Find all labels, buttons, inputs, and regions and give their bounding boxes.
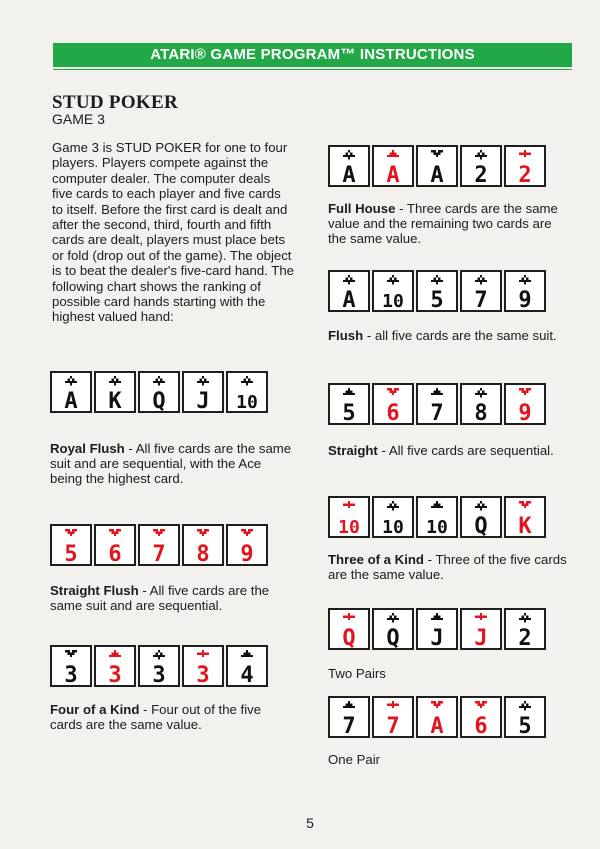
card-rank: 10 (426, 517, 448, 536)
hand-two-pairs (328, 608, 546, 650)
playing-card (226, 524, 268, 566)
desc-royal-flush (50, 441, 295, 487)
card-rank: A (342, 163, 356, 185)
card-rank: 7 (430, 401, 444, 423)
club-suit-icon (475, 388, 487, 398)
desc-one-pair (328, 752, 568, 767)
playing-card (94, 524, 136, 566)
club-suit-icon (65, 376, 77, 386)
playing-card (182, 645, 224, 687)
desc-two-pairs (328, 666, 568, 681)
card-rank: 5 (430, 288, 444, 310)
hand-four-of-a-kind (50, 645, 268, 687)
hand-name: Three of a Kind (328, 552, 424, 567)
card-rank: 8 (474, 401, 488, 423)
card-rank: 9 (240, 542, 254, 564)
card-rank: 2 (518, 163, 532, 185)
club-suit-icon (519, 701, 531, 711)
club-suit-icon (387, 613, 399, 623)
club-suit-icon (475, 275, 487, 285)
playing-card (504, 696, 546, 738)
hand-name: Full House (328, 201, 396, 216)
card-rank: Q (152, 389, 166, 411)
page-title: STUD POKER (52, 92, 178, 113)
hand-text: - All five cards are the same suit and are sequential, with the Ace being the highest card. (50, 441, 292, 487)
playing-card (182, 371, 224, 413)
banner-rule (53, 69, 572, 70)
club-suit-icon (475, 501, 487, 511)
card-rank: 10 (382, 517, 404, 536)
card-rank: 9 (518, 401, 532, 423)
hand-full-house (328, 145, 546, 187)
playing-card (328, 608, 370, 650)
card-rank: 5 (342, 401, 356, 423)
club-suit-icon (475, 150, 487, 160)
playing-card (372, 383, 414, 425)
card-rank: J (430, 626, 444, 648)
playing-card (138, 371, 180, 413)
card-rank: J (196, 389, 210, 411)
hand-text: - All five cards are sequential. (377, 443, 554, 458)
club-suit-icon (519, 275, 531, 285)
playing-card (138, 524, 180, 566)
card-rank: 9 (518, 288, 532, 310)
card-rank: A (430, 163, 444, 185)
card-rank: 10 (338, 517, 360, 536)
card-rank: 2 (518, 626, 532, 648)
card-rank: 3 (152, 663, 166, 685)
playing-card (460, 696, 502, 738)
card-rank: 7 (152, 542, 166, 564)
playing-card (504, 270, 546, 312)
card-rank: 10 (382, 291, 404, 310)
club-suit-icon (343, 150, 355, 160)
playing-card (328, 696, 370, 738)
intro-paragraph: Game 3 is STUD POKER for one to four players. Players compete against the computer dealer. The computer deals five cards to each player and five cards to itself. Before the first card is dealt and after the second, third, fourth and fifth cards are dealt, players must place bets or fold (drop out of the game). The object is to beat the dealer's five-card hand. The following chart shows the ranking of possible card hands starting with the highest valued hand: (52, 140, 294, 325)
club-suit-icon (387, 501, 399, 511)
hand-name: Two Pairs (328, 666, 386, 681)
hand-royal-flush (50, 371, 268, 413)
playing-card (460, 496, 502, 538)
hand-name: Four of a Kind (50, 702, 140, 717)
playing-card (372, 270, 414, 312)
instructions-banner: ATARI® GAME PROGRAM™ INSTRUCTIONS (53, 43, 572, 67)
card-rank: K (108, 389, 122, 411)
card-rank: 7 (342, 714, 356, 736)
club-suit-icon (343, 275, 355, 285)
desc-straight (328, 443, 568, 458)
club-suit-icon (153, 650, 165, 660)
spade-suit-icon (431, 501, 443, 508)
playing-card (372, 145, 414, 187)
playing-card (226, 645, 268, 687)
hand-flush (328, 270, 546, 312)
playing-card (50, 645, 92, 687)
card-rank: A (342, 288, 356, 310)
card-rank: 10 (236, 392, 258, 411)
card-rank: A (430, 714, 444, 736)
hand-text: - Three cards are the same value and the remaining two cards are the same value. (328, 201, 558, 247)
playing-card (94, 371, 136, 413)
playing-card (328, 496, 370, 538)
playing-card (372, 608, 414, 650)
card-rank: 3 (196, 663, 210, 685)
page-number: 5 (306, 815, 314, 831)
card-rank: K (518, 514, 532, 536)
club-suit-icon (197, 376, 209, 386)
playing-card (372, 496, 414, 538)
playing-card (504, 496, 546, 538)
hand-name: Flush (328, 328, 364, 343)
heart-suit-icon (431, 150, 443, 157)
card-rank: 4 (240, 663, 254, 685)
spade-suit-icon (343, 701, 355, 708)
card-rank: 6 (108, 542, 122, 564)
playing-card (416, 608, 458, 650)
desc-full-house (328, 201, 568, 247)
card-rank: 5 (64, 542, 78, 564)
desc-three-of-a-kind (328, 552, 568, 582)
playing-card (372, 696, 414, 738)
playing-card (50, 524, 92, 566)
card-rank: 5 (518, 714, 532, 736)
card-rank: 7 (474, 288, 488, 310)
playing-card (328, 145, 370, 187)
playing-card (182, 524, 224, 566)
playing-card (504, 383, 546, 425)
card-rank: 7 (386, 714, 400, 736)
card-rank: 2 (474, 163, 488, 185)
spade-suit-icon (343, 388, 355, 395)
hand-name: Straight (328, 443, 378, 458)
hand-straight (328, 383, 546, 425)
playing-card (416, 270, 458, 312)
card-rank: Q (474, 514, 488, 536)
club-suit-icon (109, 376, 121, 386)
hand-text: - Four out of the five cards are the same value. (50, 702, 262, 733)
card-rank: 8 (196, 542, 210, 564)
playing-card (460, 608, 502, 650)
hand-one-pair (328, 696, 546, 738)
card-rank: 3 (64, 663, 78, 685)
playing-card (504, 145, 546, 187)
playing-card (328, 383, 370, 425)
hand-text: - Three of the five cards are the same value. (328, 552, 567, 583)
playing-card (328, 270, 370, 312)
playing-card (416, 145, 458, 187)
hand-three-of-a-kind (328, 496, 546, 538)
hand-name: Royal Flush (50, 441, 125, 456)
card-rank: 6 (386, 401, 400, 423)
playing-card (460, 145, 502, 187)
spade-suit-icon (431, 388, 443, 395)
playing-card (460, 383, 502, 425)
hand-straight-flush (50, 524, 268, 566)
card-rank: J (474, 626, 488, 648)
spade-suit-icon (431, 613, 443, 620)
card-rank: A (386, 163, 400, 185)
club-suit-icon (153, 376, 165, 386)
card-rank: 6 (474, 714, 488, 736)
card-rank: A (64, 389, 78, 411)
hand-name: Straight Flush (50, 583, 139, 598)
club-suit-icon (431, 275, 443, 285)
heart-suit-icon (65, 650, 77, 657)
playing-card (416, 496, 458, 538)
playing-card (460, 270, 502, 312)
card-rank: Q (386, 626, 400, 648)
spade-suit-icon (241, 650, 253, 657)
playing-card (138, 645, 180, 687)
playing-card (416, 383, 458, 425)
club-suit-icon (241, 376, 253, 386)
hand-text: - all five cards are the same suit. (363, 328, 557, 343)
card-rank: 3 (108, 663, 122, 685)
club-suit-icon (519, 613, 531, 623)
card-rank: Q (342, 626, 356, 648)
page-subtitle: GAME 3 (52, 111, 105, 127)
playing-card (94, 645, 136, 687)
playing-card (504, 608, 546, 650)
hand-name: One Pair (328, 752, 381, 767)
desc-flush (328, 328, 568, 343)
hand-text: - All five cards are the same suit and are sequential. (50, 583, 270, 614)
playing-card (50, 371, 92, 413)
playing-card (416, 696, 458, 738)
desc-straight-flush (50, 583, 290, 613)
club-suit-icon (387, 275, 399, 285)
playing-card (226, 371, 268, 413)
desc-four-of-a-kind (50, 702, 295, 732)
